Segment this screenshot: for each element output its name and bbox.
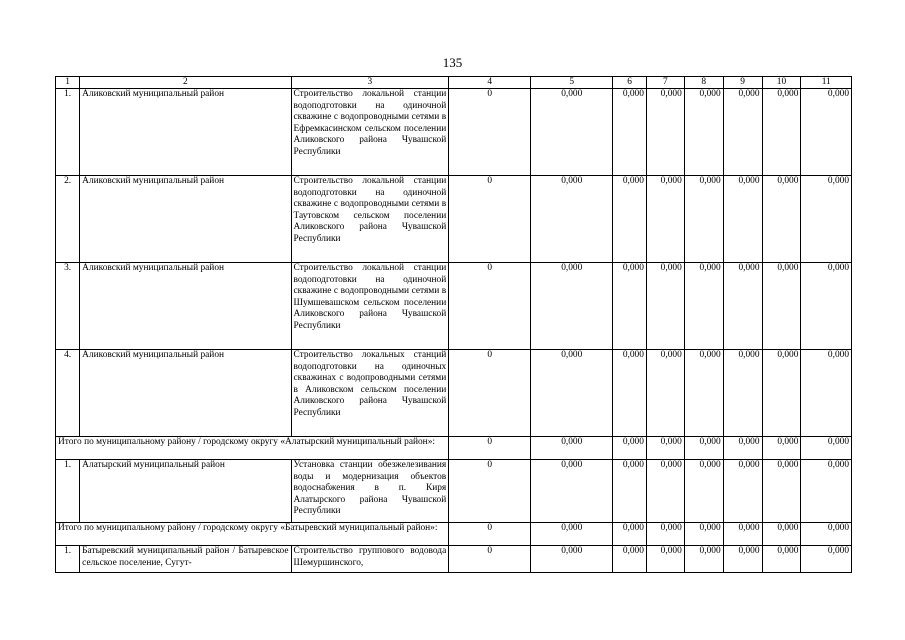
page-number: 135 [442, 55, 463, 70]
column-header: 6 [613, 77, 647, 89]
value-cell: 0,000 [723, 523, 762, 546]
value-cell: 0,000 [684, 546, 723, 573]
table-row [56, 460, 852, 523]
district-cell: Аликовский муниципальный район [80, 263, 291, 350]
value-cell: 0,000 [531, 437, 613, 460]
value-cell: 0,000 [613, 350, 647, 437]
value-cell: 0,000 [684, 263, 723, 350]
column-header: 4 [449, 77, 531, 89]
value-cell: 0,000 [613, 437, 647, 460]
value-cell: 0,000 [531, 546, 613, 573]
value-cell: 0,000 [646, 546, 684, 573]
value-cell: 0,000 [723, 437, 762, 460]
district-cell: Аликовский муниципальный район [80, 350, 291, 437]
value-cell: 0 [449, 263, 531, 350]
value-cell: 0,000 [684, 460, 723, 523]
column-header: 2 [80, 77, 291, 89]
table-row [56, 176, 852, 263]
project-cell: Установка станции обезжелезивания воды и модернизация объектов водоснабжения в п. Киря Алатырского района Чувашской Республики [291, 460, 449, 523]
value-cell: 0,000 [762, 350, 801, 437]
value-cell: 0,000 [613, 546, 647, 573]
project-cell: Строительство локальной станции водоподготовки на одиночной скважине с водопроводными сетями в Ефремкасинском сельском поселении Аликовского района Чувашской Республики [291, 89, 449, 176]
district-cell: Аликовский муниципальный район [80, 89, 291, 176]
value-cell: 0,000 [531, 263, 613, 350]
value-cell: 0,000 [801, 176, 852, 263]
district-cell: Аликовский муниципальный район [80, 176, 291, 263]
value-cell: 0,000 [723, 263, 762, 350]
value-cell: 0,000 [762, 460, 801, 523]
row-number: 1. [56, 89, 80, 176]
value-cell: 0,000 [646, 437, 684, 460]
value-cell: 0,000 [801, 546, 852, 573]
value-cell: 0,000 [646, 460, 684, 523]
district-cell: Алатырский муниципальный район [80, 460, 291, 523]
project-cell: Строительство локальной станции водоподготовки на одиночной скважине с водопроводными сетями в Шумшевашском сельском поселении Аликовского района Чувашской Республики [291, 263, 449, 350]
column-number-row [56, 77, 852, 89]
column-header: 5 [531, 77, 613, 89]
total-row [56, 523, 852, 546]
column-header: 10 [762, 77, 801, 89]
value-cell: 0,000 [801, 89, 852, 176]
total-label: Итого по муниципальному району / городскому округу «Алатырский муниципальный район»: [56, 437, 449, 460]
value-cell: 0,000 [646, 176, 684, 263]
value-cell: 0,000 [646, 523, 684, 546]
value-cell: 0,000 [613, 460, 647, 523]
value-cell: 0,000 [801, 437, 852, 460]
column-header: 3 [291, 77, 449, 89]
value-cell: 0,000 [613, 523, 647, 546]
value-cell: 0,000 [531, 350, 613, 437]
value-cell: 0,000 [684, 89, 723, 176]
value-cell: 0,000 [801, 263, 852, 350]
value-cell: 0,000 [684, 176, 723, 263]
value-cell: 0 [449, 437, 531, 460]
row-number: 4. [56, 350, 80, 437]
value-cell: 0,000 [684, 437, 723, 460]
value-cell: 0,000 [531, 89, 613, 176]
value-cell: 0 [449, 523, 531, 546]
value-cell: 0,000 [762, 89, 801, 176]
value-cell: 0,000 [801, 460, 852, 523]
data-table [55, 76, 852, 573]
value-cell: 0,000 [762, 263, 801, 350]
value-cell: 0,000 [723, 350, 762, 437]
column-header: 1 [56, 77, 80, 89]
column-header: 8 [684, 77, 723, 89]
value-cell: 0,000 [723, 176, 762, 263]
project-cell: Строительство локальных станций водоподготовки на одиночных скважинах с водопроводными сетями в Аликовском сельском поселении Аликовского района Чувашской Республики [291, 350, 449, 437]
value-cell: 0,000 [762, 176, 801, 263]
value-cell: 0,000 [723, 89, 762, 176]
total-row [56, 437, 852, 460]
value-cell: 0,000 [684, 350, 723, 437]
value-cell: 0 [449, 89, 531, 176]
project-cell: Строительство группового водовода Шемуршинского, [291, 546, 449, 573]
value-cell: 0,000 [801, 523, 852, 546]
value-cell: 0,000 [684, 523, 723, 546]
row-number: 1. [56, 460, 80, 523]
value-cell: 0 [449, 460, 531, 523]
value-cell: 0,000 [801, 350, 852, 437]
value-cell: 0,000 [723, 460, 762, 523]
district-cell: Батыревский муниципальный район / Батыревское сельское поселение, Сугут- [80, 546, 291, 573]
value-cell: 0,000 [762, 546, 801, 573]
value-cell: 0,000 [646, 89, 684, 176]
value-cell: 0,000 [613, 263, 647, 350]
column-header: 7 [646, 77, 684, 89]
value-cell: 0,000 [531, 176, 613, 263]
project-cell: Строительство локальной станции водоподготовки на одиночной скважине с водопроводными сетями в Таутовском сельском поселении Аликовского района Чувашской Республики [291, 176, 449, 263]
value-cell: 0 [449, 546, 531, 573]
table-row [56, 546, 852, 573]
value-cell: 0,000 [613, 176, 647, 263]
value-cell: 0,000 [531, 523, 613, 546]
value-cell: 0,000 [531, 460, 613, 523]
value-cell: 0 [449, 176, 531, 263]
total-label: Итого по муниципальному району / городскому округу «Батыревский муниципальный район»: [56, 523, 449, 546]
table-row [56, 263, 852, 350]
column-header: 9 [723, 77, 762, 89]
row-number: 3. [56, 263, 80, 350]
row-number: 2. [56, 176, 80, 263]
column-header: 11 [801, 77, 852, 89]
value-cell: 0,000 [613, 89, 647, 176]
value-cell: 0,000 [762, 437, 801, 460]
table-row [56, 89, 852, 176]
value-cell: 0,000 [723, 546, 762, 573]
row-number: 1. [56, 546, 80, 573]
value-cell: 0 [449, 350, 531, 437]
value-cell: 0,000 [646, 350, 684, 437]
value-cell: 0,000 [762, 523, 801, 546]
table-row [56, 350, 852, 437]
value-cell: 0,000 [646, 263, 684, 350]
